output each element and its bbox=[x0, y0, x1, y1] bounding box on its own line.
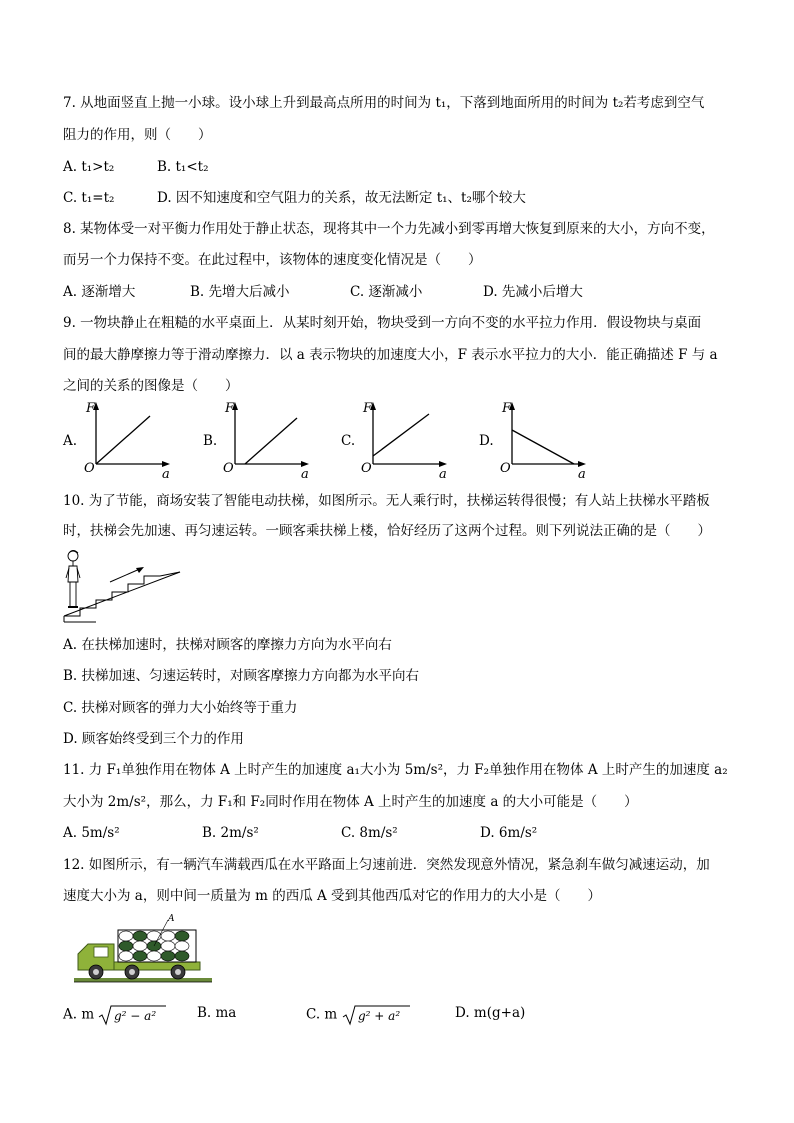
svg-text:F: F bbox=[502, 401, 512, 416]
q9-stem-line1: 9. 一物块静止在粗糙的水平桌面上．从某时刻开始，物块受到一方向不变的水平拉力作用．假设物块与桌面 bbox=[63, 315, 702, 331]
svg-text:O: O bbox=[500, 461, 511, 476]
q9-option-c-label[interactable]: C. bbox=[341, 433, 356, 449]
q11-stem-line1: 11. 力 F₁单独作用在物体 A 上时产生的加速度 a₁大小为 5m/s²，力 F₂单独作用在物体 A 上时产生的加速度 a₂ bbox=[63, 762, 728, 778]
q8-stem-line1: 8. 某物体受一对平衡力作用处于静止状态，现将其中一个力先减小到零再增大恢复到原来的大小，方向不变， bbox=[63, 221, 715, 237]
q8-option-b[interactable]: B. 先增大后减小 bbox=[190, 284, 290, 300]
q10-option-a[interactable]: A. 在扶梯加速时，扶梯对顾客的摩擦力方向为水平向右 bbox=[63, 637, 392, 653]
svg-text:a: a bbox=[578, 467, 586, 480]
q9-stem-line2: 间的最大静摩擦力等于滑动摩擦力．以 a 表示物块的加速度大小，F 表示水平拉力的大小．能正确描述 F 与 a bbox=[63, 347, 718, 363]
watermelon-a-label: A bbox=[168, 914, 175, 924]
q9-graph-b[interactable] bbox=[221, 398, 311, 480]
q9-option-a-label[interactable]: A. bbox=[63, 433, 78, 449]
svg-text:a: a bbox=[301, 467, 309, 480]
q9-stem-line3: 之间的关系的图像是（ ） bbox=[63, 378, 239, 394]
escalator-figure bbox=[60, 546, 184, 624]
q12-stem-line2: 速度大小为 a，则中间一质量为 m 的西瓜 A 受到其他西瓜对它的作用力的大小是（ ） bbox=[63, 888, 602, 904]
q11-option-a[interactable]: A. 5m/s² bbox=[63, 825, 120, 841]
q12-option-c-prefix: C. m bbox=[306, 1006, 338, 1023]
q8-stem-line2: 而另一个力保持不变。在此过程中，该物体的速度变化情况是（ ） bbox=[63, 252, 482, 268]
q11-option-c[interactable]: C. 8m/s² bbox=[341, 825, 398, 841]
q10-option-d[interactable]: D. 顾客始终受到三个力的作用 bbox=[63, 731, 244, 747]
svg-text:O: O bbox=[361, 461, 372, 476]
sqrt-sign bbox=[98, 1004, 166, 1026]
q12-option-a-prefix: A. m bbox=[63, 1006, 95, 1023]
svg-text:F: F bbox=[225, 401, 235, 416]
q9-option-b-label[interactable]: B. bbox=[203, 433, 218, 449]
q12-stem-line1: 12. 如图所示，有一辆汽车满载西瓜在水平路面上匀速前进．突然发现意外情况，紧急刹车做匀减速运动，加 bbox=[63, 857, 710, 873]
graph-a-origin: O bbox=[84, 461, 95, 476]
q7-option-b[interactable]: B. t₁<t₂ bbox=[157, 159, 209, 175]
svg-text:F: F bbox=[363, 401, 373, 416]
q11-stem-line2: 大小为 2m/s²，那么，力 F₁和 F₂同时作用在物体 A 上时产生的加速度 a 的大小可能是（ ） bbox=[63, 794, 638, 810]
q7-option-c[interactable]: C. t₁=t₂ bbox=[63, 190, 115, 206]
q9-graph-d[interactable] bbox=[498, 398, 588, 480]
q8-option-a[interactable]: A. 逐渐增大 bbox=[63, 284, 136, 300]
sqrt-sign bbox=[342, 1004, 410, 1026]
q7-stem-line1: 7. 从地面竖直上抛一小球。设小球上升到最高点所用的时间为 t₁，下落到地面所用的时间为 t₂若考虑到空气 bbox=[63, 95, 705, 111]
q8-option-c[interactable]: C. 逐渐减小 bbox=[350, 284, 423, 300]
q10-stem-line2: 时，扶梯会先加速、再匀速运转。一顾客乘扶梯上楼，恰好经历了这两个过程。则下列说法正确的是（ ） bbox=[63, 523, 711, 539]
q12-option-b[interactable]: B. ma bbox=[197, 1005, 237, 1021]
q7-option-d[interactable]: D. 因不知速度和空气阻力的关系，故无法断定 t₁、t₂哪个较大 bbox=[157, 190, 526, 206]
q10-stem-line1: 10. 为了节能，商场安装了智能电动扶梯，如图所示。无人乘行时，扶梯运转得很慢；有人站上扶梯水平踏板 bbox=[63, 493, 710, 509]
graph-a-x-label: a bbox=[162, 467, 170, 480]
q7-option-a[interactable]: A. t₁>t₂ bbox=[63, 159, 115, 175]
q11-option-d[interactable]: D. 6m/s² bbox=[480, 825, 538, 841]
q10-option-b[interactable]: B. 扶梯加速、匀速运转时，对顾客摩擦力方向都为水平向右 bbox=[63, 668, 420, 684]
graph-a-y-label: F bbox=[86, 401, 96, 416]
q10-option-c[interactable]: C. 扶梯对顾客的弹力大小始终等于重力 bbox=[63, 700, 298, 716]
q8-option-d[interactable]: D. 先减小后增大 bbox=[483, 284, 583, 300]
q12-option-d[interactable]: D. m(g+a) bbox=[455, 1005, 526, 1021]
q9-graph-c[interactable] bbox=[359, 398, 449, 480]
q12-option-c-radicand: g² + a² bbox=[357, 1009, 400, 1023]
watermelon-truck-figure bbox=[74, 914, 214, 986]
q9-option-d-label[interactable]: D. bbox=[479, 433, 494, 449]
q12-option-a[interactable] bbox=[63, 1004, 166, 1026]
q11-option-b[interactable]: B. 2m/s² bbox=[202, 825, 259, 841]
q12-option-c[interactable] bbox=[306, 1004, 410, 1026]
q9-graph-a[interactable] bbox=[82, 398, 172, 480]
svg-text:a: a bbox=[439, 467, 447, 480]
q12-option-a-radicand: g² − a² bbox=[114, 1009, 157, 1023]
q7-stem-line2: 阻力的作用，则（ ） bbox=[63, 127, 212, 143]
svg-text:O: O bbox=[223, 461, 234, 476]
